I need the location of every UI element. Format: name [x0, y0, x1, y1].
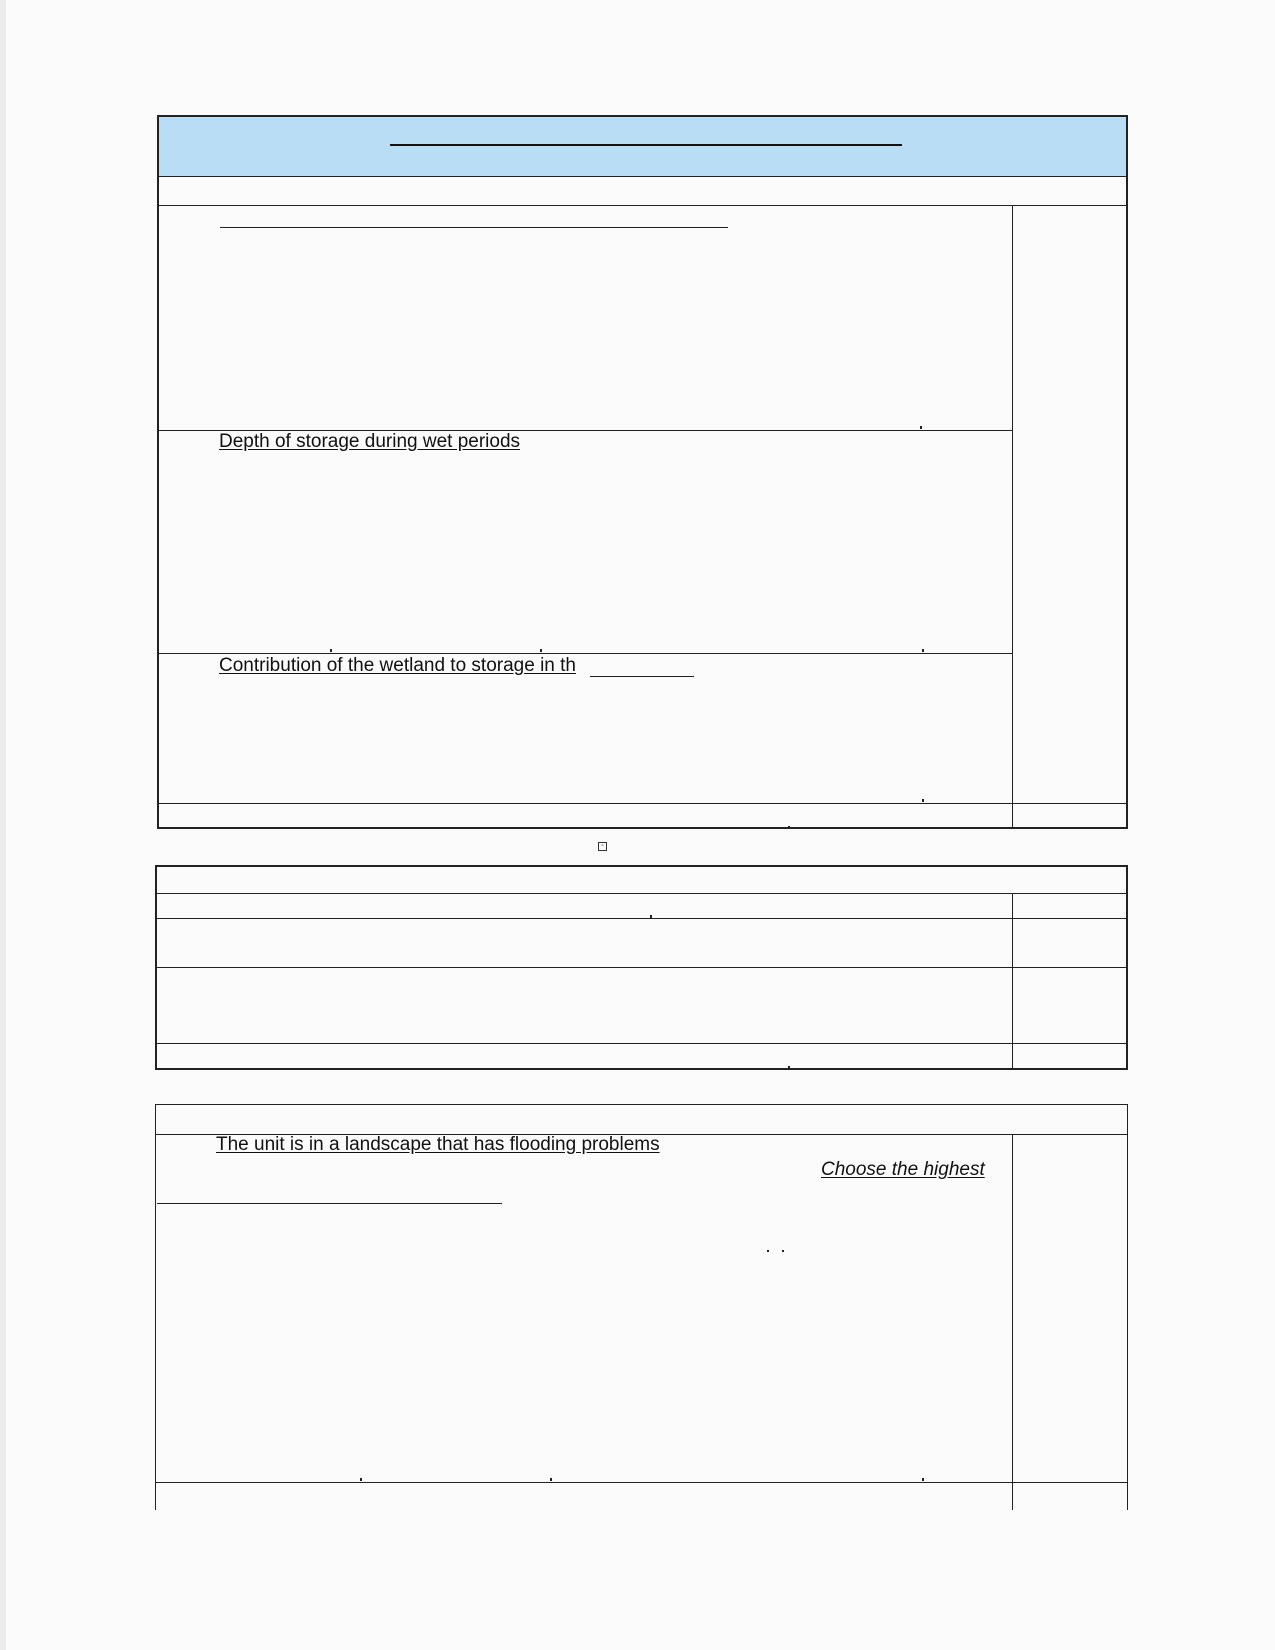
section-1-border [157, 115, 1128, 829]
section-3-top-border [155, 1104, 1128, 1105]
tick-mark [540, 649, 542, 652]
section-2-header-divider [155, 893, 1128, 894]
section-3-instruction: Choose the highest [821, 1159, 985, 1180]
tick-mark [922, 1478, 924, 1481]
page-scan-edge [0, 0, 6, 1650]
section-3-sub-label-rule [157, 1203, 502, 1204]
section-3-score-column-divider [1012, 1134, 1013, 1510]
tick-mark [788, 826, 790, 829]
tick-mark [920, 426, 922, 429]
tick-mark [922, 799, 924, 802]
section-2-subheader-divider [155, 918, 1128, 919]
section-1-score-column-divider [1012, 205, 1013, 829]
section-1-total-score-top [1012, 803, 1128, 804]
tick-mark [782, 1250, 784, 1252]
tick-mark [550, 1478, 552, 1481]
section-3-row-1-label: The unit is in a landscape that has flooding problems [216, 1134, 660, 1155]
tick-mark [330, 649, 332, 652]
tick-mark [360, 1478, 362, 1481]
section-1-row-2-divider [157, 653, 1012, 654]
section-3-left-border [155, 1104, 156, 1510]
section-1-row-2-label: Depth of storage during wet periods [219, 431, 521, 452]
checkbox-icon: ▫ [598, 842, 607, 851]
section-1-row-3-divider [157, 803, 1012, 804]
section-1-header-band [159, 117, 1126, 176]
tick-mark [922, 649, 924, 652]
section-2-row-1-divider [155, 967, 1128, 968]
section-1-header-divider [157, 176, 1128, 177]
section-1-title-underline [390, 144, 902, 146]
tick-mark [650, 915, 652, 918]
section-1-row-3-label-blank [590, 676, 694, 677]
section-1-subheader-divider [157, 205, 1128, 206]
section-1-row-3-label: Contribution of the wetland to storage in th [219, 655, 577, 676]
section-3-row-1-divider [155, 1482, 1128, 1483]
tick-mark [767, 1250, 769, 1252]
tick-mark [788, 1066, 790, 1069]
section-3-right-border [1127, 1104, 1128, 1510]
section-2-row-2-divider [155, 1043, 1128, 1044]
section-1-row-1-label-rule [220, 227, 728, 228]
